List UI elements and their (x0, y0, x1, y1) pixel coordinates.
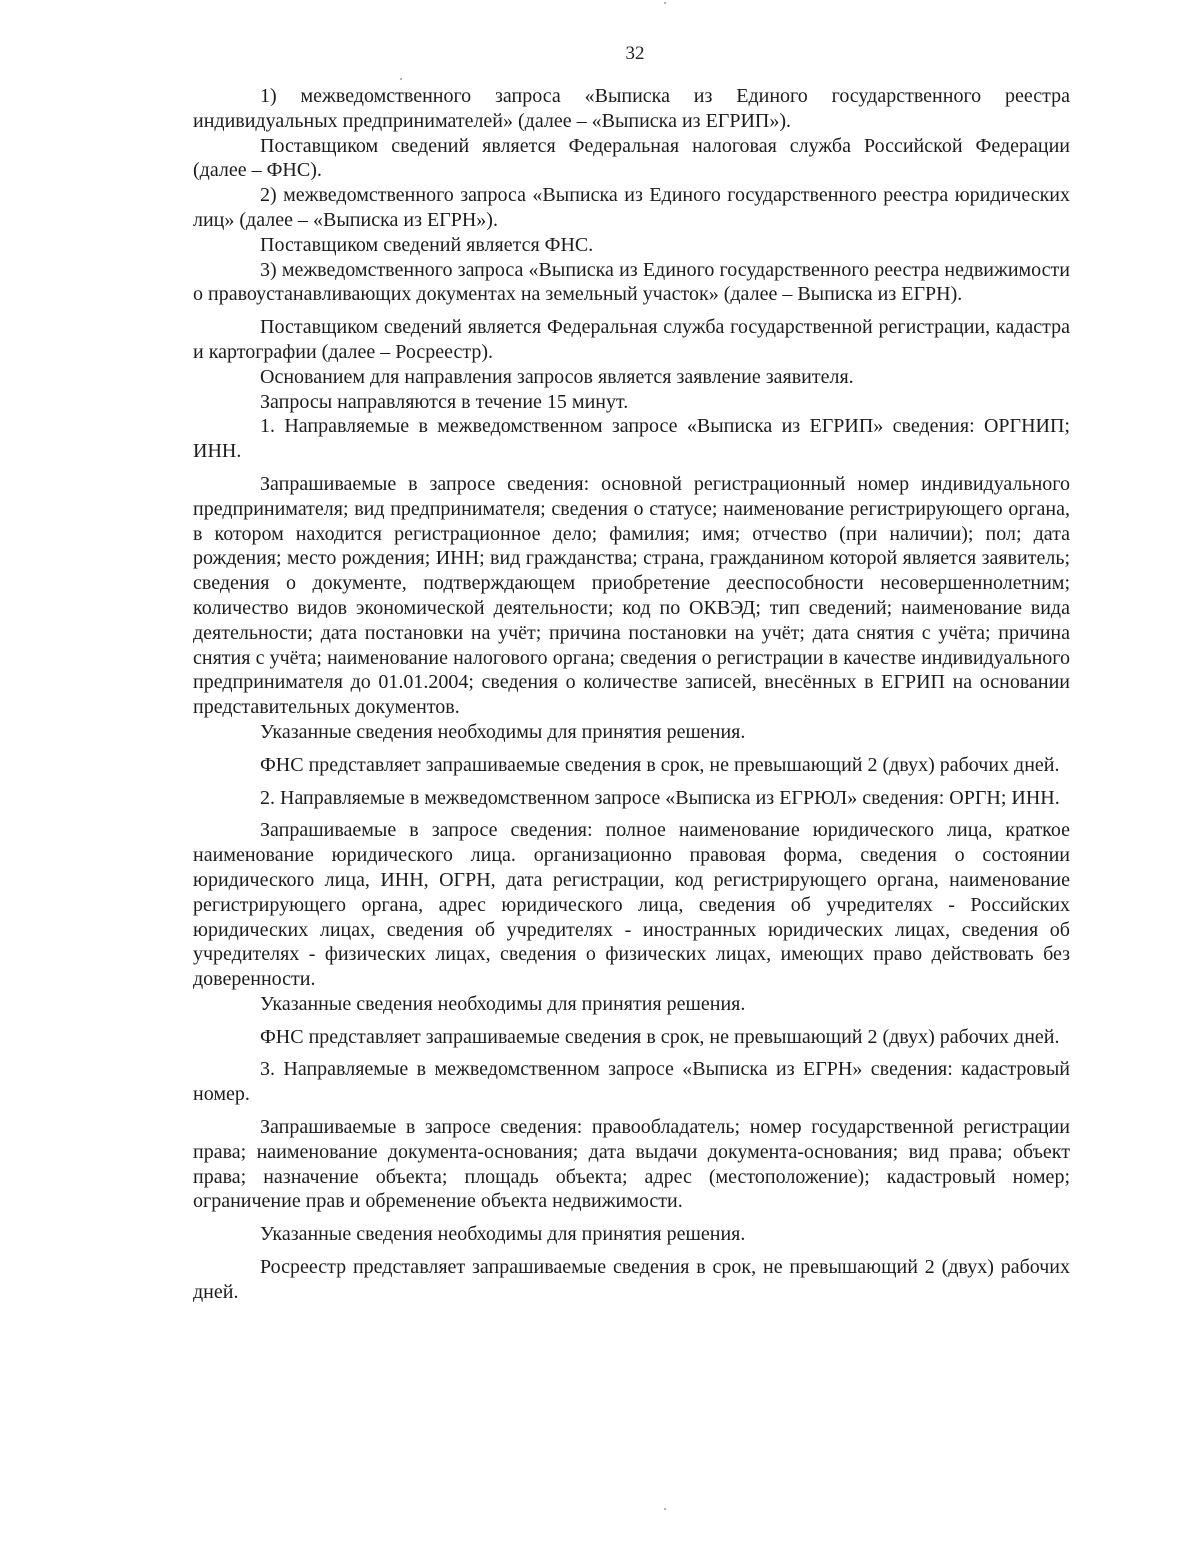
paragraph-egrul-requested-data: Запрашиваемые в запросе сведения: полное наименование юридического лица, краткое наименование юридического лица. организационно правовая форма, сведения о состоянии юридического лица, ИНН, ОГРН, дата регистрации, код регистрирующего органа, наименование регистрирующего органа, адрес юридического лица, сведения об учредителях - Российских юридических лицах, сведения об учредителях - иностранных юридических лицах, сведения об учредителях - физических лицах, сведения о физических лицах, имеющих право действовать без доверенности. (193, 819, 1070, 991)
paragraph-supplier-fns-short: Поставщиком сведений является ФНС. (260, 233, 594, 256)
paragraph-egrn-requested-data: Запрашиваемые в запросе сведения: правообладатель; номер государственной регистрации права; наименование документа-основания; дата выдачи документа-основания; вид права; объект права; назначение объекта; площадь объекта; адрес (местоположение); кадастровый номер; ограничение прав и обременение объекта недвижимости. (193, 1116, 1070, 1213)
scan-speck-mid (400, 78, 402, 80)
page-number: 32 (625, 43, 645, 64)
paragraph-timing: Запросы направляются в течение 15 минут. (260, 390, 629, 413)
paragraph-request-egrn: 3) межведомственного запроса «Выписка из Единого государственного реестра недвижимости о правоустанавливающих документах на земельный участок» (далее – Выписка из ЕГРН). (193, 258, 1070, 306)
paragraph-fns-deadline-1: ФНС представляет запрашиваемые сведения в срок, не превышающий 2 (двух) рабочих дней. (260, 753, 1060, 776)
paragraph-necessity-1: Указанные сведения необходимы для принятия решения. (260, 720, 746, 743)
paragraph-supplier-rosreestr: Поставщиком сведений является Федеральная служба государственной регистрации, кадастра и картографии (далее – Росреестр). (193, 316, 1070, 363)
document-body (193, 84, 1070, 1305)
scan-speck-top (664, 2, 666, 4)
paragraph-necessity-3: Указанные сведения необходимы для принятия решения. (260, 1223, 746, 1246)
paragraph-supplier-fns: Поставщиком сведений является Федеральная налоговая служба Российской Федерации (далее – ФНС). (193, 134, 1070, 182)
paragraph-fns-deadline-2: ФНС представляет запрашиваемые сведения в срок, не превышающий 2 (двух) рабочих дней. (260, 1025, 1060, 1048)
paragraph-rosreestr-deadline: Росреестр представляет запрашиваемые сведения в срок, не превышающий 2 (двух) рабочих дней. (193, 1256, 1070, 1303)
paragraph-necessity-2: Указанные сведения необходимы для принятия решения. (260, 992, 746, 1015)
paragraph-request-egrul: 2) межведомственного запроса «Выписка из Единого государственного реестра юридических лиц» (далее – «Выписка из ЕГРН»). (193, 184, 1070, 231)
paragraph-request-egrip: 1) межведомственного запроса «Выписка из Единого государственного реестра индивидуальных предпринимателей» (далее – «Выписка из ЕГРИП»). (193, 85, 1070, 132)
paragraph-egrul-sent-data: 2. Направляемые в межведомственном запросе «Выписка из ЕГРЮЛ» сведения: ОРГН; ИНН. (260, 786, 1060, 809)
paragraph-egrn-sent-data: 3. Направляемые в межведомственном запросе «Выписка из ЕГРН» сведения: кадастровый номер. (193, 1058, 1070, 1106)
paragraph-egrip-sent-data: 1. Направляемые в межведомственном запросе «Выписка из ЕГРИП» сведения: ОРГНИП; ИНН. (193, 415, 1070, 463)
paragraph-egrip-requested-data: Запрашиваемые в запросе сведения: основной регистрационный номер индивидуального предпринимателя; вид предпринимателя; сведения о статусе; наименование регистрирующего органа, в котором находится регистрационное дело; фамилия; имя; отчество (при наличии); пол; дата рождения; место рождения; ИНН; вид гражданства; страна, гражданином которой является заявитель; сведения о документе, подтверждающем приобретение дееспособности несовершеннолетним; количество видов экономической деятельности; код по ОКВЭД; тип сведений; наименование вида деятельности; дата постановки на учёт; причина постановки на учёт; дата снятия с учёта; причина снятия с учёта; наименование налогового органа; сведения о регистрации в качестве индивидуального предпринимателя до 01.01.2004; сведения о количестве записей, внесённых в ЕГРИП на основании представительных документов. (193, 472, 1070, 719)
paragraph-basis: Основанием для направления запросов является заявление заявителя. (260, 365, 854, 388)
scan-speck-bottom (664, 1508, 666, 1510)
